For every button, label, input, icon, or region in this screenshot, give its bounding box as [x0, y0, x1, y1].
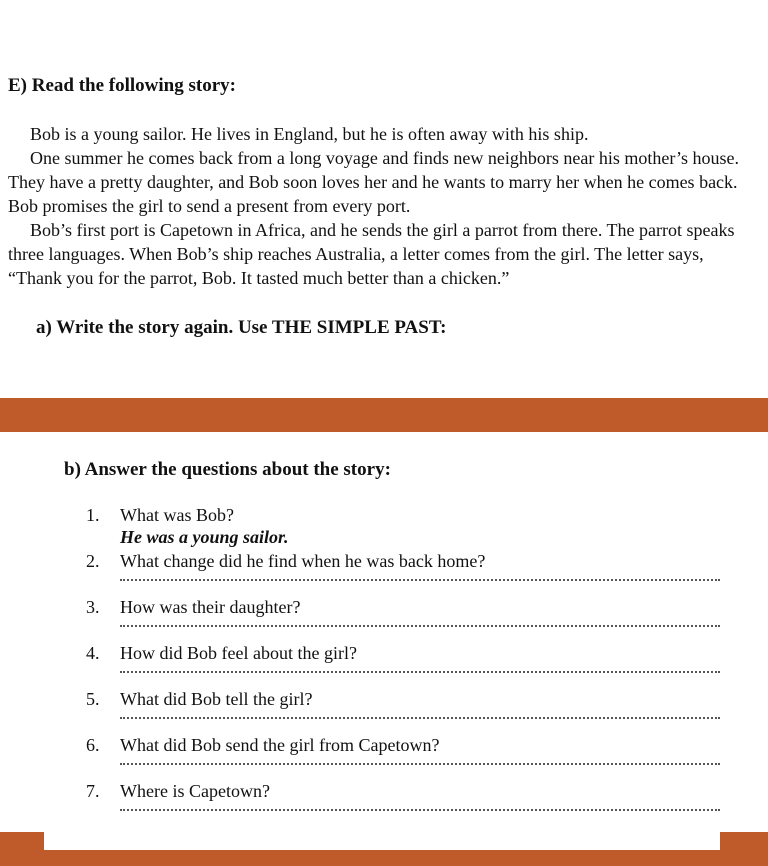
question-text: What change did he find when he was back home? — [120, 551, 486, 571]
answer-line[interactable] — [120, 717, 720, 719]
question-text: What was Bob? — [120, 505, 234, 525]
question-item-1 — [86, 505, 726, 551]
question-item-2 — [86, 551, 726, 597]
section-e-heading: E) Read the following story: — [8, 75, 236, 96]
question-item-3 — [86, 597, 726, 643]
answer-line[interactable] — [120, 809, 720, 811]
question-number: 3. — [86, 597, 100, 617]
section-b-heading: b) Answer the questions about the story: — [64, 459, 391, 480]
question-number: 5. — [86, 689, 100, 709]
section-a-heading: a) Write the story again. Use THE SIMPLE PAST: — [36, 317, 447, 338]
story-paragraph-1: Bob is a young sailor. He lives in England, but he is often away with his ship. — [30, 124, 589, 144]
question-item-7 — [86, 781, 726, 827]
question-number: 4. — [86, 643, 100, 663]
answer-line[interactable] — [120, 671, 720, 673]
question-text: How was their daughter? — [120, 597, 301, 617]
question-text: What did Bob send the girl from Capetown? — [120, 735, 440, 755]
decorative-band-top — [0, 398, 768, 432]
answer-line[interactable] — [120, 579, 720, 581]
question-number: 7. — [86, 781, 100, 801]
question-number: 6. — [86, 735, 100, 755]
story-text — [8, 122, 760, 290]
answer-line[interactable] — [120, 625, 720, 627]
decorative-band-bottom — [0, 850, 768, 866]
question-item-4 — [86, 643, 726, 689]
question-text: Where is Capetown? — [120, 781, 270, 801]
story-paragraph-2: One summer he comes back from a long voyage and finds new neighbors near his mother’s house. They have a pretty daughter, and Bob soon loves her and he wants to marry her when he comes back. Bob promises the girl to send a present from every port. — [8, 148, 739, 216]
question-text: How did Bob feel about the girl? — [120, 643, 357, 663]
answer-text: He was a young sailor. — [120, 527, 289, 547]
question-list — [86, 505, 726, 827]
question-text: What did Bob tell the girl? — [120, 689, 313, 709]
question-number: 1. — [86, 505, 100, 525]
question-item-5 — [86, 689, 726, 735]
story-paragraph-3: Bob’s first port is Capetown in Africa, and he sends the girl a parrot from there. The parrot speaks three languages. When Bob’s ship reaches Australia, a letter comes from the girl. The letter says, “Thank you for the parrot, Bob. It tasted much better than a chicken.” — [8, 220, 735, 288]
question-number: 2. — [86, 551, 100, 571]
question-item-6 — [86, 735, 726, 781]
answer-line[interactable] — [120, 763, 720, 765]
